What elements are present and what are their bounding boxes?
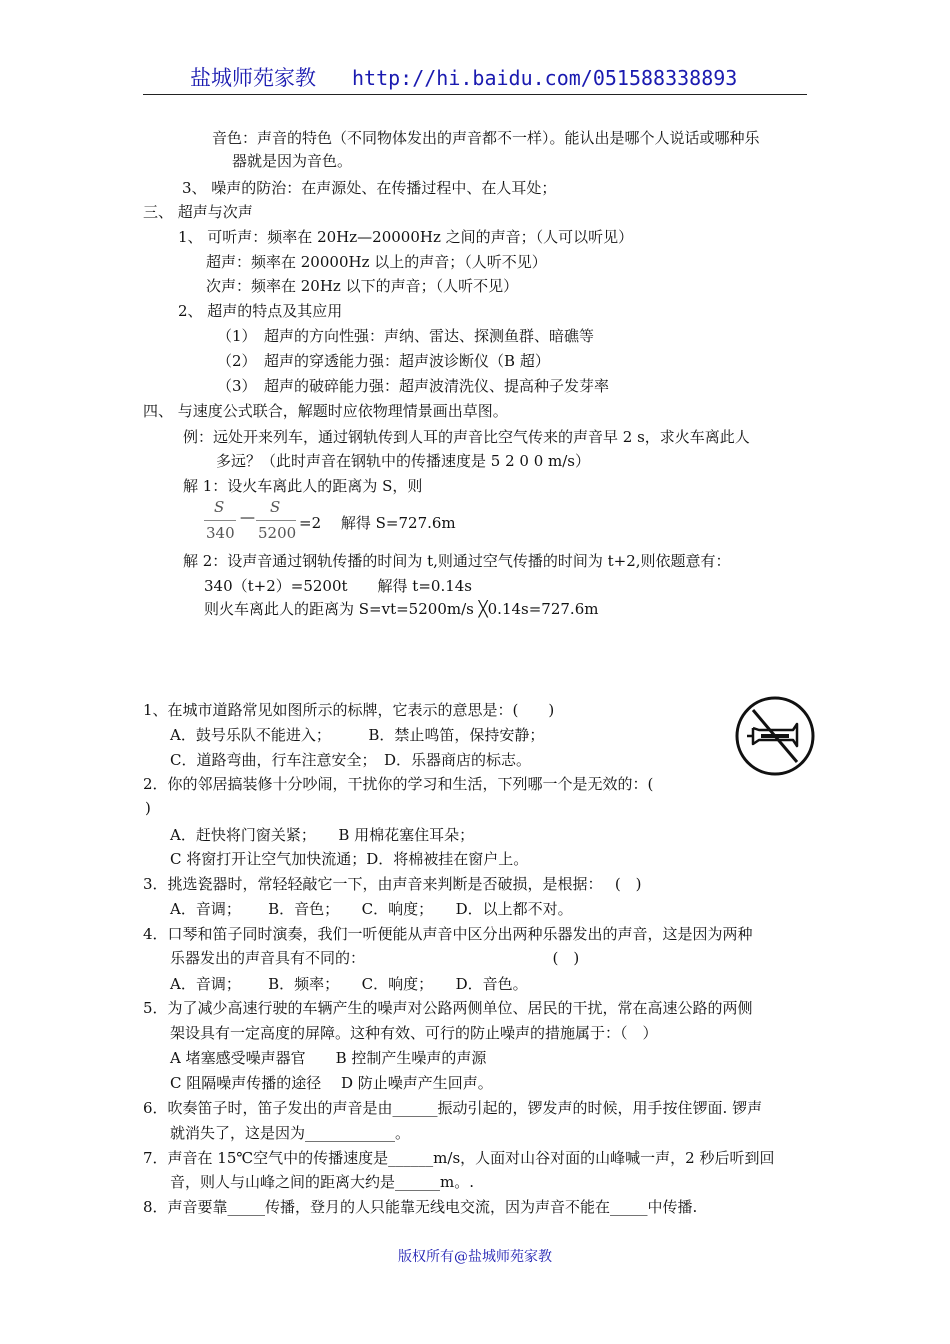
question-3: 3．挑选瓷器时，常轻轻敲它一下，由声音来判断是否破损，是根据： ( )	[143, 875, 642, 893]
question-7-line-2: 音，则人与山峰之间的距离大约是______m。.	[170, 1173, 474, 1191]
fraction-numerator-2: S	[270, 498, 281, 516]
question-5-options-ab: A 堵塞感受噪声器官 B 控制产生噪声的声源	[170, 1049, 487, 1067]
ultrasound-def: 超声：频率在 20000Hz 以上的声音；（人听不见）	[206, 253, 547, 271]
fraction-result: =2 解得 S=727.6m	[299, 514, 456, 532]
audible-sound: 1、 可听声：频率在 20Hz—20000Hz 之间的声音；（人可以听见）	[178, 228, 634, 246]
feature-1: （1） 超声的方向性强：声纳、雷达、探测鱼群、暗礁等	[217, 327, 595, 345]
question-2-options-ab: A．赶快将门窗关紧； B 用棉花塞住耳朵；	[170, 826, 475, 844]
solution-2-title: 解 2：设声音通过钢轨传播的时间为 t,则通过空气传播的时间为 t+2,则依题意有：	[183, 552, 731, 570]
question-2-line-2: )	[145, 799, 151, 817]
question-1-options-ab: A．鼓号乐队不能进入； B．禁止鸣笛，保持安静；	[170, 726, 545, 744]
example-line-1: 例：远处开来列车，通过钢轨传到人耳的声音比空气传来的声音早 2 s，求火车离此人	[183, 428, 750, 446]
section-3-title: 三、 超声与次声	[143, 203, 253, 221]
ultrasound-features-title: 2、 超声的特点及其应用	[178, 302, 343, 320]
fraction-minus: —	[240, 508, 255, 526]
question-5-options-cd: C 阻隔噪声传播的途径 D 防止噪声产生回声。	[170, 1074, 493, 1092]
solution-2-equation: 340（t+2）=5200t 解得 t=0.14s	[204, 577, 473, 595]
question-3-options: A．音调； B．音色； C．响度； D．以上都不对。	[170, 900, 573, 918]
question-8: 8．声音要靠_____传播，登月的人只能靠无线电交流，因为声音不能在_____中传播.	[143, 1198, 698, 1216]
question-2-options-cd: C 将窗打开让空气加快流通；D．将棉被挂在窗户上。	[170, 850, 529, 868]
fraction-bar-1	[204, 520, 236, 521]
timbre-line-2: 器就是因为音色。	[232, 152, 353, 170]
fraction-numerator-1: S	[214, 498, 225, 516]
header-rule	[143, 94, 807, 95]
question-6-line-2: 就消失了，这是因为____________。	[170, 1124, 411, 1142]
question-1: 1、在城市道路常见如图所示的标牌，它表示的意思是：( )	[143, 701, 555, 719]
question-7-line-1: 7．声音在 15℃空气中的传播速度是______m/s，人面对山谷对面的山峰喊一声，2 秒后听到回	[143, 1149, 775, 1167]
question-5-line-1: 5．为了减少高速行驶的车辆产生的噪声对公路两侧单位、居民的干扰，常在高速公路的两侧	[143, 999, 753, 1017]
fraction-equation	[200, 498, 500, 548]
timbre-line-1: 音色：声音的特色（不同物体发出的声音都不一样）。能认出是哪个人说话或哪种乐	[212, 129, 760, 147]
fraction-denominator-1: 340	[206, 524, 235, 542]
noise-control: 3、 噪声的防治：在声源处、在传播过程中、在人耳处；	[182, 179, 557, 197]
question-5-line-2: 架设具有一定高度的屏障。这种有效、可行的防止噪声的措施属于：（ ）	[170, 1024, 658, 1042]
feature-3: （3） 超声的破碎能力强：超声波清洗仪、提高种子发芽率	[217, 377, 610, 395]
feature-2: （2） 超声的穿透能力强：超声波诊断仪（B 超）	[217, 352, 550, 370]
fraction-bar-2	[256, 520, 296, 521]
no-horn-sign-icon	[733, 694, 817, 778]
example-line-2: 多远？（此时声音在钢轨中的传播速度是 5 2 0 0 m/s）	[216, 452, 590, 470]
page-header	[190, 64, 737, 92]
question-6-line-1: 6．吹奏笛子时，笛子发出的声音是由______振动引起的，锣发声的时候，用手按住锣面. 锣声	[143, 1099, 763, 1117]
section-4-title: 四、 与速度公式联合，解题时应依物理情景画出草图。	[143, 402, 508, 420]
header-url[interactable]: http://hi.baidu.com/051588338893	[352, 66, 738, 90]
question-4-line-2: 乐器发出的声音具有不同的： ( )	[170, 949, 580, 967]
question-4-line-1: 4．口琴和笛子同时演奏，我们一听便能从声音中区分出两种乐器发出的声音，这是因为两种	[143, 925, 753, 943]
solution-2-final: 则火车离此人的距离为 S=vt=5200m/s ╳0.14s=727.6m	[204, 600, 599, 618]
infrasound-def: 次声：频率在 20Hz 以下的声音；（人听不见）	[206, 277, 519, 295]
header-title: 盐城师苑家教	[190, 66, 316, 90]
solution-1-title: 解 1：设火车离此人的距离为 S，则	[183, 477, 423, 495]
footer-copyright: 版权所有@盐城师苑家教	[398, 1249, 552, 1265]
question-2-line-1: 2．你的邻居搞装修十分吵闹，干扰你的学习和生活，下列哪一个是无效的：(	[143, 775, 654, 793]
question-4-options: A．音调； B．频率； C．响度； D．音色。	[170, 975, 528, 993]
question-1-options-cd: C．道路弯曲，行车注意安全； D．乐器商店的标志。	[170, 751, 532, 769]
fraction-denominator-2: 5200	[258, 524, 297, 542]
